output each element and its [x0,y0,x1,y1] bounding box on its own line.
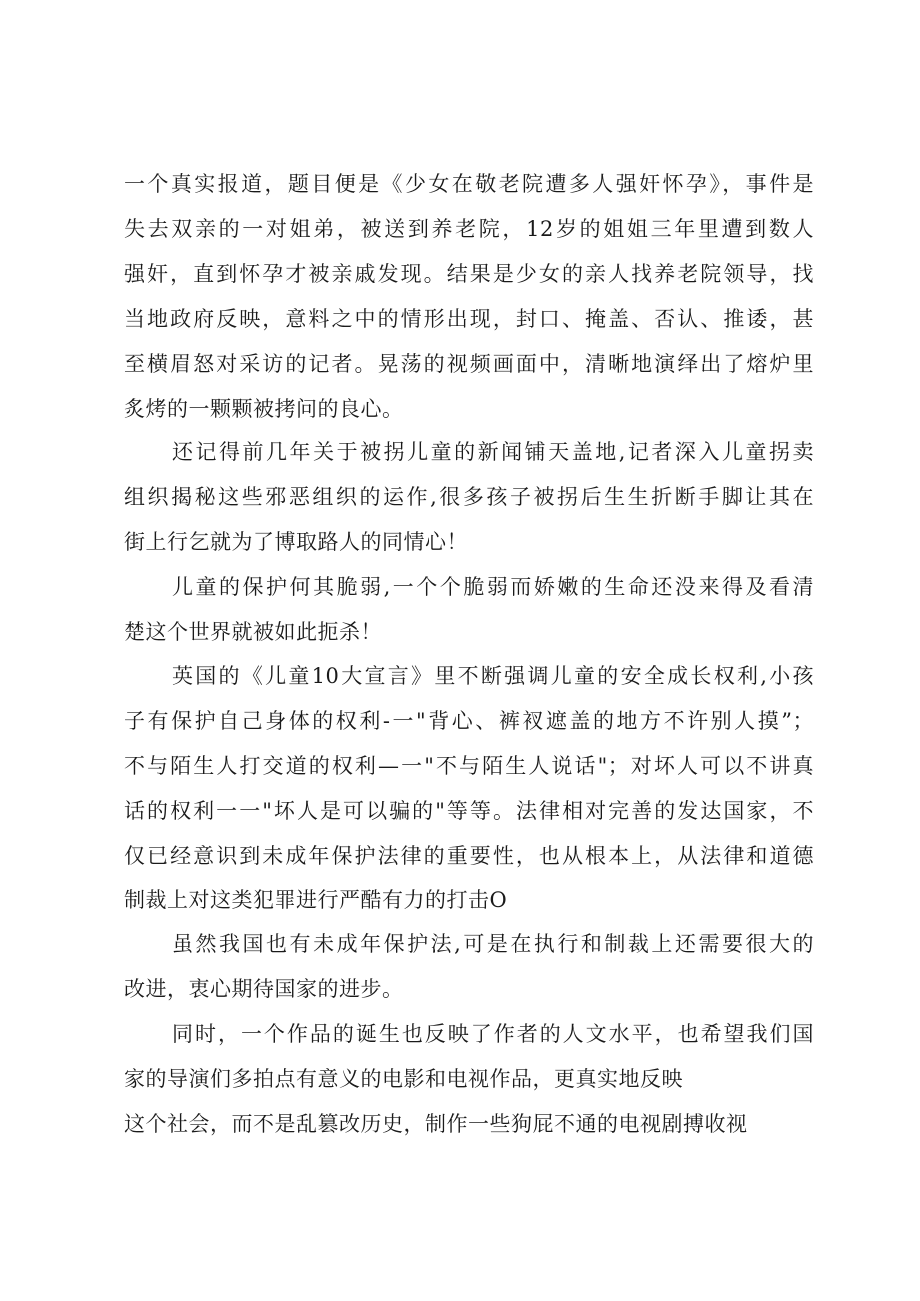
text-line: 街上行乞就为了博取路人的同情心！ [124,530,468,554]
text-line: 英国的《儿童10大宣言》里不断强调儿童的安全成长权利,小孩 [172,664,814,688]
text-line: 儿童的保护何其脆弱,一个个脆弱而娇嫩的生命还没来得及看清 [172,575,814,599]
text-line: 家的导演们多拍点有意义的电影和电视作品，更真实地反映 [124,1067,683,1091]
text-line: 还记得前几年关于被拐儿童的新闻铺天盖地,记者深入儿童拐卖 [172,440,814,464]
text-line: 仅已经意识到未成年保护法律的重要性，也从根本上，从法律和道德 [124,844,814,868]
text-line: 至横眉怒对采访的记者。晃荡的视频画面中，清晰地演绎出了熔炉里 [124,352,814,376]
text-line: 话的权利一一"坏人是可以骗的"等等。法律相对完善的发达国家，不 [124,799,814,823]
text-line: 一个真实报道，题目便是《少女在敬老院遭多人强奸怀孕》，事件是 [124,172,814,196]
text-line: 改进，衷心期待国家的进步。 [124,977,404,1001]
text-line: 当地政府反映，意料之中的情形出现，封口、掩盖、否认、推诿，甚 [124,307,814,331]
text-line: 强奸，直到怀孕才被亲戚发现。结果是少女的亲人找养老院领导，找 [124,262,814,286]
text-line: 子有保护自己身体的权利-一"背心、裤衩遮盖的地方不许别人摸”； [124,709,814,733]
text-line: 失去双亲的一对姐弟，被送到养老院，12岁的姐姐三年里遭到数人 [124,217,814,241]
text-line: 这个社会，而不是乱篡改历史，制作一些狗屁不通的电视剧搏收视 [124,1112,748,1136]
text-line: 炙烤的一颗颗被拷问的良心。 [124,397,404,421]
text-line: 同时，一个作品的诞生也反映了作者的人文水平，也希望我们国 [172,1022,814,1046]
text-line: 楚这个世界就被如此扼杀！ [124,620,382,644]
text-line: 组织揭秘这些邪恶组织的运作,很多孩子被拐后生生折断手脚让其在 [124,485,814,509]
text-line: 虽然我国也有未成年保护法,可是在执行和制裁上还需要很大的 [172,932,814,956]
text-line: 制裁上对这类犯罪进行严酷有力的打击O [124,888,508,912]
text-line: 不与陌生人打交道的权利—一"不与陌生人说话"；对坏人可以不讲真 [124,754,814,778]
